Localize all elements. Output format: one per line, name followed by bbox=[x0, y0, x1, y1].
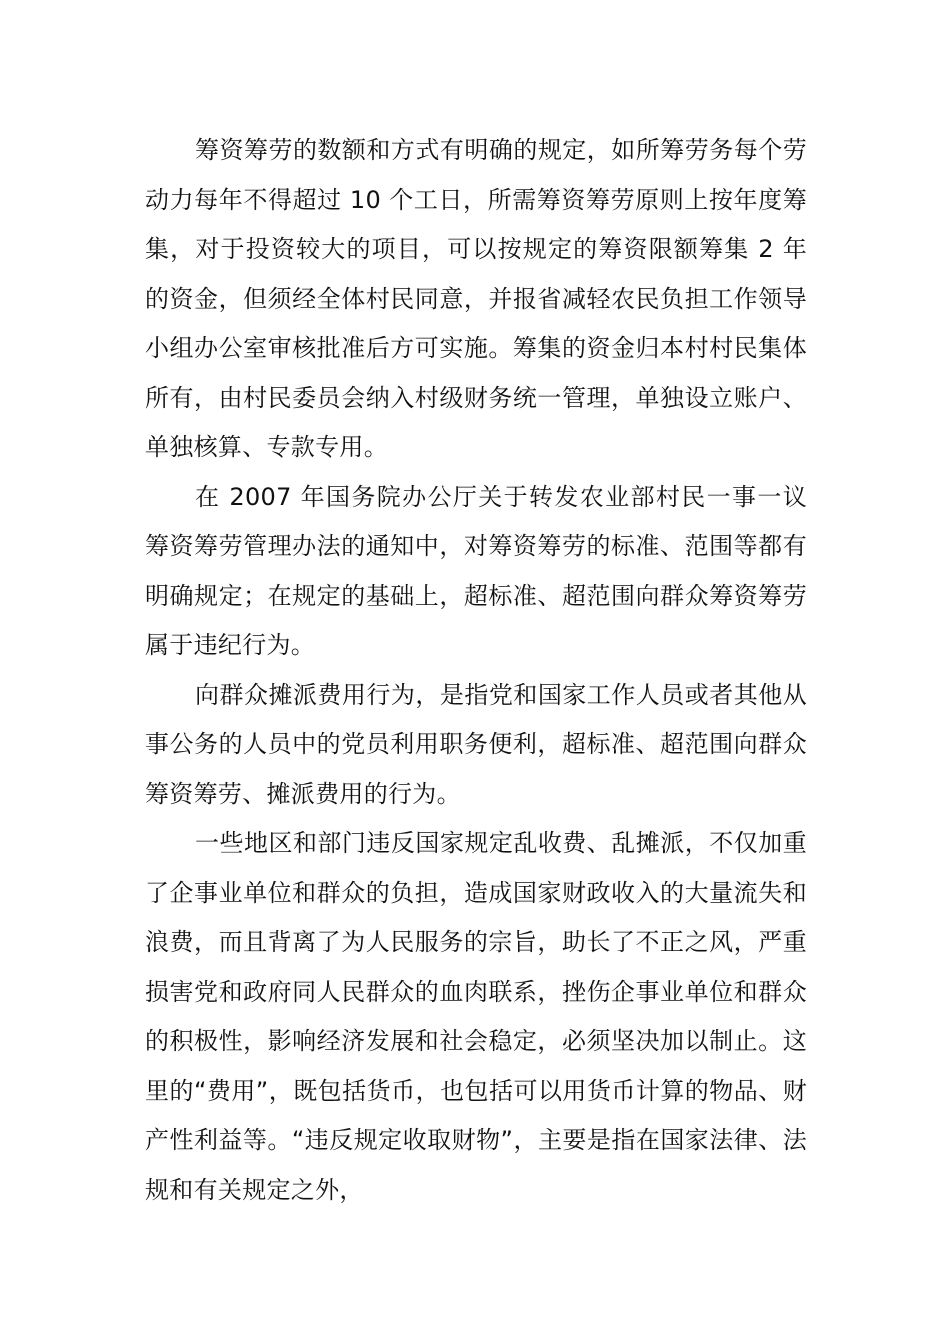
paragraph-2007-notice: 在 2007 年国务院办公厅关于转发农业部村民一事一议筹资筹劳管理办法的通知中，对筹资筹劳的标准、范围等都有明确规定；在规定的基础上，超标准、超范围向群众筹资筹劳属于违纪行为。 bbox=[145, 482, 807, 659]
paragraph-definition: 向群众摊派费用行为，是指党和国家工作人员或者其他从事公务的人员中的党员利用职务便利，超标准、超范围向群众筹资筹劳、摊派费用的行为。 bbox=[145, 680, 807, 808]
paragraph-fundraising-rules: 筹资筹劳的数额和方式有明确的规定，如所筹劳务每个劳动力每年不得超过 10 个工日，所需筹资筹劳原则上按年度筹集，对于投资较大的项目，可以按规定的筹资限额筹集 2 年的资金，但须经全体村民同意，并报省减轻农民负担工作领导小组办公室审核批准后方可实施。筹集的资金归本村村民集体所有，由村民委员会纳入村级财务统一管理，单独设立账户、单独核算、专款专用。 bbox=[145, 136, 807, 461]
paragraph-arbitrary-charges: 一些地区和部门违反国家规定乱收费、乱摊派，不仅加重了企事业单位和群众的负担，造成国家财政收入的大量流失和浪费，而且背离了为人民服务的宗旨，助长了不正之风，严重损害党和政府同人民群众的血肉联系，挫伤企事业单位和群众的积极性，影响经济发展和社会稳定，必须坚决加以制止。这里的“费用”，既包括货币，也包括可以用货币计算的物品、财产性利益等。“违反规定收取财物”，主要是指在国家法律、法规和有关规定之外， bbox=[145, 829, 807, 1204]
document-body bbox=[145, 126, 807, 1215]
